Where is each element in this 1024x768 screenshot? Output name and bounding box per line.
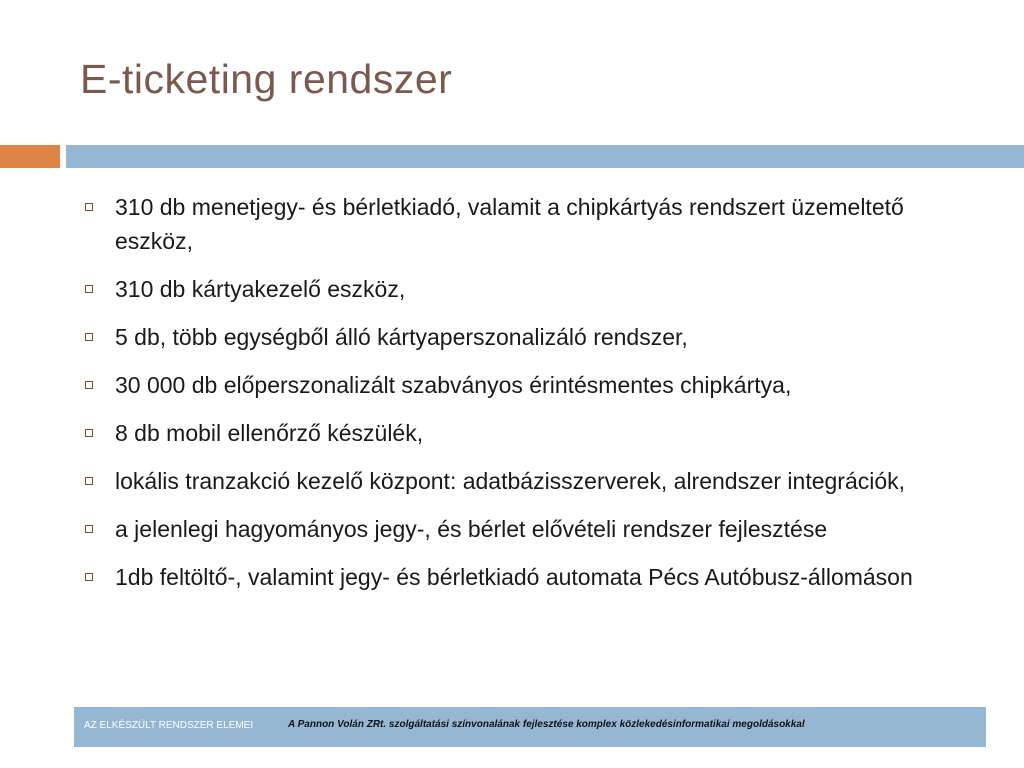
footer-project-text: A Pannon Volán ZRt. szolgáltatási színvonalának fejlesztése komplex közlekedésinformatikai megoldásokkal	[288, 719, 805, 730]
hollow-square-bullet-icon	[85, 477, 93, 485]
bullet-text: 1db feltöltő-, valamint jegy- és bérletkiadó automata Pécs Autóbusz-állomáson	[115, 564, 913, 590]
bullet-text: 5 db, több egységből álló kártyaperszonalizáló rendszer,	[115, 324, 688, 350]
bullet-item	[80, 512, 980, 546]
bullet-text: 30 000 db előperszonalizált szabványos érintésmentes chipkártya,	[115, 372, 792, 398]
hollow-square-bullet-icon	[85, 381, 93, 389]
hollow-square-bullet-icon	[85, 573, 93, 581]
hollow-square-bullet-icon	[85, 333, 93, 341]
bullet-text: 8 db mobil ellenőrző készülék,	[115, 420, 424, 446]
title-rule-orange	[0, 145, 60, 168]
hollow-square-bullet-icon	[85, 525, 93, 533]
hollow-square-bullet-icon	[85, 285, 93, 293]
bullet-list	[80, 190, 980, 608]
bullet-item	[80, 464, 980, 498]
bullet-text: lokális tranzakció kezelő központ: adatbázisszerverek, alrendszer integrációk,	[115, 468, 906, 494]
hollow-square-bullet-icon	[85, 429, 93, 437]
bullet-text: 310 db kártyakezelő eszköz,	[115, 276, 406, 302]
bullet-text: a jelenlegi hagyományos jegy-, és bérlet elővételi rendszer fejlesztése	[115, 516, 828, 542]
footer-section-label: AZ ELKÉSZÜLT RENDSZER ELEMEI	[84, 720, 254, 731]
hollow-square-bullet-icon	[85, 203, 93, 211]
footer-bar	[74, 707, 986, 747]
bullet-item	[80, 190, 980, 258]
slide-title: E-ticketing rendszer	[80, 56, 453, 102]
bullet-item	[80, 320, 980, 354]
bullet-text: 310 db menetjegy- és bérletkiadó, valamit a chipkártyás rendszert üzemeltető eszköz,	[115, 194, 904, 254]
title-rule-blue	[66, 145, 1024, 168]
bullet-item	[80, 416, 980, 450]
bullet-item	[80, 560, 980, 594]
bullet-item	[80, 368, 980, 402]
bullet-item	[80, 272, 980, 306]
